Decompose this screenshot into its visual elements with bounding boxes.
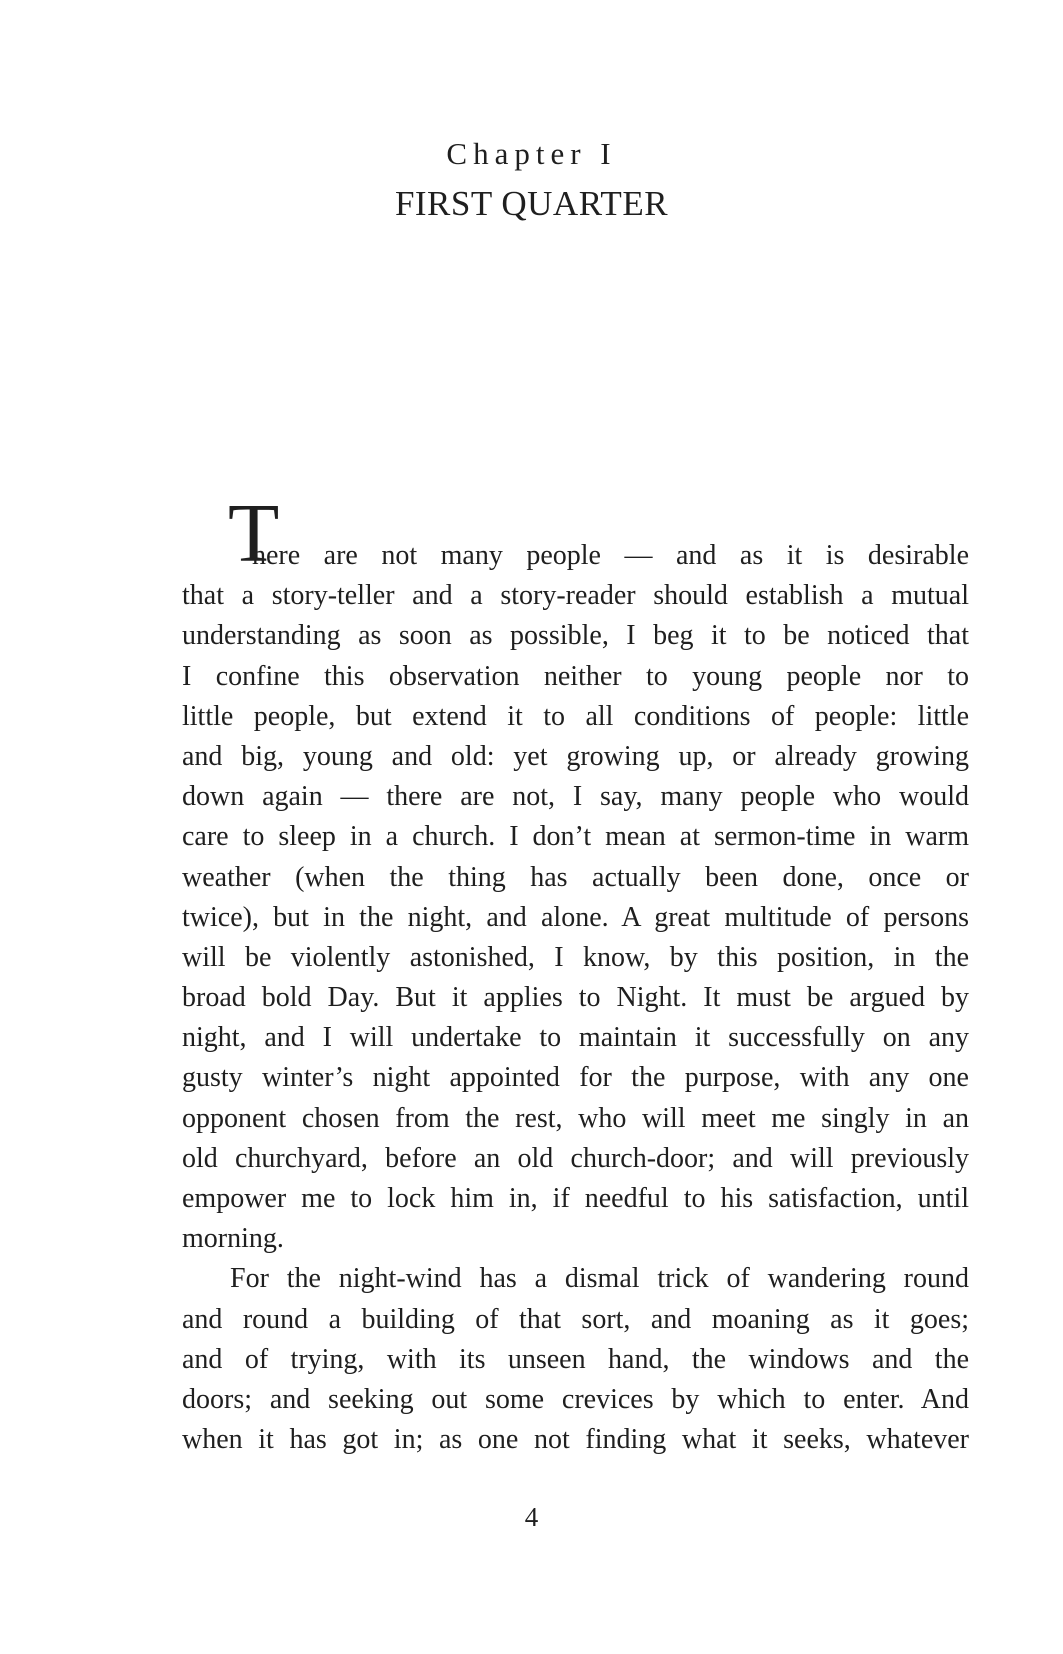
text-line: night, and I will undertake to maintain it successfully on any <box>182 1022 969 1054</box>
text-line: doors; and seeking out some crevices by which to enter. And <box>182 1383 969 1415</box>
text-line: broad bold Day. But it applies to Night. It must be argued by <box>182 982 969 1014</box>
text-line: will be violently astonished, I know, by this position, in the <box>182 941 969 973</box>
text-line: that a story-teller and a story-reader should establish a mutual <box>182 580 969 612</box>
chapter-label: Chapter I <box>446 136 617 171</box>
text-line: and of trying, with its unseen hand, the windows and the <box>182 1343 969 1375</box>
text-line: care to sleep in a church. I don’t mean at sermon-time in warm <box>182 821 969 853</box>
text-line: weather (when the thing has actually been done, once or <box>182 861 969 893</box>
body-text <box>182 487 969 1460</box>
text-line: and big, young and old: yet growing up, or already growing <box>182 740 969 772</box>
text-line: and round a building of that sort, and moaning as it goes; <box>182 1303 969 1335</box>
text-line: down again — there are not, I say, many people who would <box>182 781 969 813</box>
text-line: opponent chosen from the rest, who will meet me singly in an <box>182 1102 969 1134</box>
text-line: gusty winter’s night appointed for the purpose, with any one <box>182 1062 969 1094</box>
text-line: morning. <box>182 1223 284 1255</box>
chapter-title: FIRST QUARTER <box>394 184 669 223</box>
text-line: here are not many people — and as it is desirable <box>252 540 969 571</box>
text-line: twice), but in the night, and alone. A great multitude of persons <box>182 901 969 933</box>
text-line: empower me to lock him in, if needful to his satisfaction, until <box>182 1183 969 1214</box>
text-line: old churchyard, before an old church-door; and will previously <box>182 1142 969 1174</box>
page-number: 4 <box>524 1502 539 1532</box>
drop-cap: T <box>228 487 280 580</box>
text-line: I confine this observation neither to young people nor to <box>182 660 969 692</box>
text-line: little people, but extend it to all conditions of people: little <box>182 700 969 732</box>
text-line: For the night-wind has a dismal trick of wandering round <box>230 1263 969 1295</box>
text-line: understanding as soon as possible, I beg it to be noticed that <box>182 620 969 652</box>
text-line: when it has got in; as one not finding what it seeks, whatever <box>182 1424 969 1456</box>
